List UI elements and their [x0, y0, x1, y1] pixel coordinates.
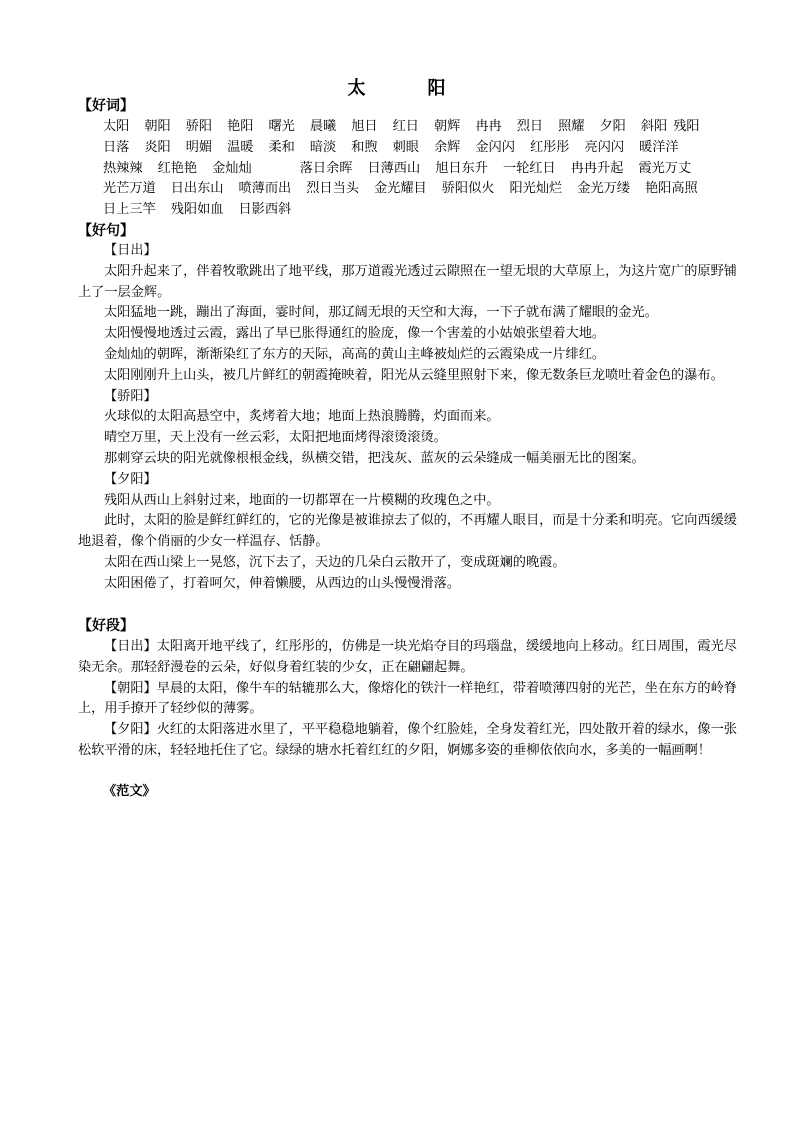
word: 亮闪闪 — [584, 139, 625, 155]
word: 冉冉 — [475, 119, 502, 134]
word: 金闪闪 — [475, 139, 515, 155]
word-row — [103, 200, 743, 221]
paragraph — [78, 637, 746, 679]
sentence: 火球似的太阳高悬空中，炙烤着大地；地面上热浪腾腾，灼面而来。 — [104, 409, 500, 425]
word-row — [103, 159, 743, 180]
word: 和煦 — [351, 139, 378, 155]
sentence: 太阳猛地一跳，蹦出了海面，霎时间，那辽阔无垠的天空和大海，一下子就布满了耀眼的金光。 — [104, 305, 658, 321]
word: 日落 — [103, 139, 130, 155]
word: 朝阳 — [144, 119, 171, 134]
word: 热辣辣 — [103, 160, 143, 176]
word: 烈日 — [516, 119, 544, 134]
word: 明媚 — [185, 139, 213, 155]
subheading-jiaoyang: 【骄阳】 — [104, 388, 157, 404]
title-char-1: 太 — [347, 78, 366, 99]
word: 残阳 — [673, 119, 700, 134]
paragraph-label: 【日出】 — [104, 639, 157, 654]
word: 余辉 — [434, 139, 461, 155]
word: 残阳如血 — [170, 202, 224, 218]
paragraph-text: 火红的太阳落进水里了，平平稳稳地躺着，像个红脸娃，全身发着红光，四处散开着的绿水，像一张松软平滑的床，轻轻地托住了它。绿绿的塘水托着红红的夕阳，婀娜多姿的垂柳依依向水，多美的一幅画啊！ — [78, 722, 737, 758]
word: 柔和 — [268, 139, 295, 155]
word: 红日 — [392, 119, 419, 134]
word: 旭日 — [351, 119, 378, 134]
word: 日出东山 — [170, 181, 224, 197]
word: 夕阳 — [599, 119, 626, 134]
subheading-xiyang: 【夕阳】 — [104, 471, 157, 487]
word: 斜阳 — [640, 119, 668, 134]
word-row — [103, 117, 743, 138]
sentence: 太阳困倦了，打着呵欠，伸着懒腰，从西边的山头慢慢滑落。 — [104, 575, 461, 591]
word: 红彤彤 — [529, 139, 570, 155]
word: 旭日东升 — [435, 160, 488, 176]
word-list — [103, 117, 743, 221]
word: 太阳 — [103, 119, 130, 134]
paragraph — [78, 679, 746, 721]
word: 金光万缕 — [577, 181, 630, 197]
paragraph-text: 早晨的太阳，像牛车的轱辘那么大，像熔化的铁汁一样艳红，带着喷薄四射的光芒，坐在东方的岭脊上，用手撩开了轻纱似的薄雾。 — [78, 680, 737, 717]
paragraph-text: 太阳离开地平线了，红彤彤的，仿佛是一块光焰夺目的玛瑙盘，缓缓地向上移动。红日周围，霞光尽染无余。那轻舒漫卷的云朵，好似身着红装的少女，正在翩翩起舞。 — [78, 639, 737, 675]
word: 日薄西山 — [367, 160, 421, 176]
word: 刺眼 — [392, 139, 419, 155]
section-heading-haoju: 【好句】 — [78, 223, 134, 239]
word: 骄阳 — [185, 119, 213, 134]
word: 炎阳 — [144, 139, 171, 155]
word: 红艳艳 — [157, 160, 198, 176]
word: 霞光万丈 — [638, 160, 692, 176]
word: 金灿灿 — [212, 160, 252, 176]
word: 一轮红日 — [502, 160, 556, 176]
word: 落日余晖 — [299, 160, 353, 176]
section-heading-haoci: 【好词】 — [78, 98, 134, 114]
word: 暗淡 — [309, 139, 337, 155]
word: 喷薄而出 — [238, 181, 292, 197]
word: 暖洋洋 — [639, 139, 679, 155]
paragraph — [78, 720, 746, 762]
word: 艳阳高照 — [645, 181, 698, 197]
section-heading-haoduan: 【好段】 — [78, 618, 134, 634]
word: 骄阳似火 — [441, 181, 495, 197]
word-row — [103, 179, 743, 200]
word: 晨曦 — [309, 119, 337, 134]
subheading-richu: 【日出】 — [104, 243, 157, 258]
sentence: 那刺穿云块的阳光就像根根金线，纵横交错，把浅灰、蓝灰的云朵缝成一幅美丽无比的图案。 — [104, 450, 645, 466]
section-heading-fanwen: 《范文》 — [103, 784, 156, 799]
word-row — [103, 138, 743, 159]
paragraph-label: 【朝阳】 — [104, 680, 157, 696]
sentences-block — [78, 241, 746, 595]
word: 朝辉 — [434, 119, 461, 134]
paragraphs-block — [78, 637, 746, 762]
sentence: 此时，太阳的脸是鲜红鲜红的，它的光像是被谁掠去了似的，不再耀人眼目，而是十分柔和明亮。它向西缓缓地退着，像个俏丽的少女一样温存、恬静。 — [78, 513, 737, 550]
sentence: 太阳在西山梁上一晃悠，沉下去了，天边的几朵白云散开了，变成斑斓的晚霞。 — [104, 554, 566, 570]
sentence: 金灿灿的朝晖，渐渐染红了东方的天际，高高的黄山主峰被灿烂的云霞染成一片绯红。 — [104, 346, 606, 362]
word: 金光耀目 — [374, 181, 427, 197]
word: 日影西斜 — [238, 202, 292, 218]
word: 艳阳 — [227, 119, 254, 134]
word: 日上三竿 — [103, 202, 156, 218]
word: 光芒万道 — [103, 181, 156, 197]
sentence: 太阳慢慢地透过云霞，露出了早已胀得通红的脸庞，像一个害羞的小姑娘张望着大地。 — [104, 326, 606, 342]
word: 冉冉升起 — [570, 160, 624, 176]
sentence: 太阳升起来了，伴着牧歌跳出了地平线，那万道霞光透过云隙照在一望无垠的大草原上，为这片宽广的原野铺上了一层金辉。 — [78, 263, 737, 300]
paragraph-label: 【夕阳】 — [104, 722, 157, 738]
word: 照耀 — [558, 119, 585, 134]
sentence: 太阳刚刚升上山头，被几片鲜红的朝霞掩映着，阳光从云缝里照射下来，像无数条巨龙喷吐着金色的瀑布。 — [104, 367, 724, 383]
word: 烈日当头 — [306, 181, 359, 197]
title-char-2: 阳 — [427, 78, 446, 99]
word: 温暖 — [227, 139, 254, 155]
word: 曙光 — [268, 119, 295, 134]
sentence: 残阳从西山上斜射过来，地面的一切都罩在一片模糊的玫瑰色之中。 — [104, 492, 500, 508]
word: 阳光灿烂 — [509, 181, 563, 197]
sentence: 晴空万里，天上没有一丝云彩，太阳把地面烤得滚烫滚烫。 — [104, 430, 447, 446]
